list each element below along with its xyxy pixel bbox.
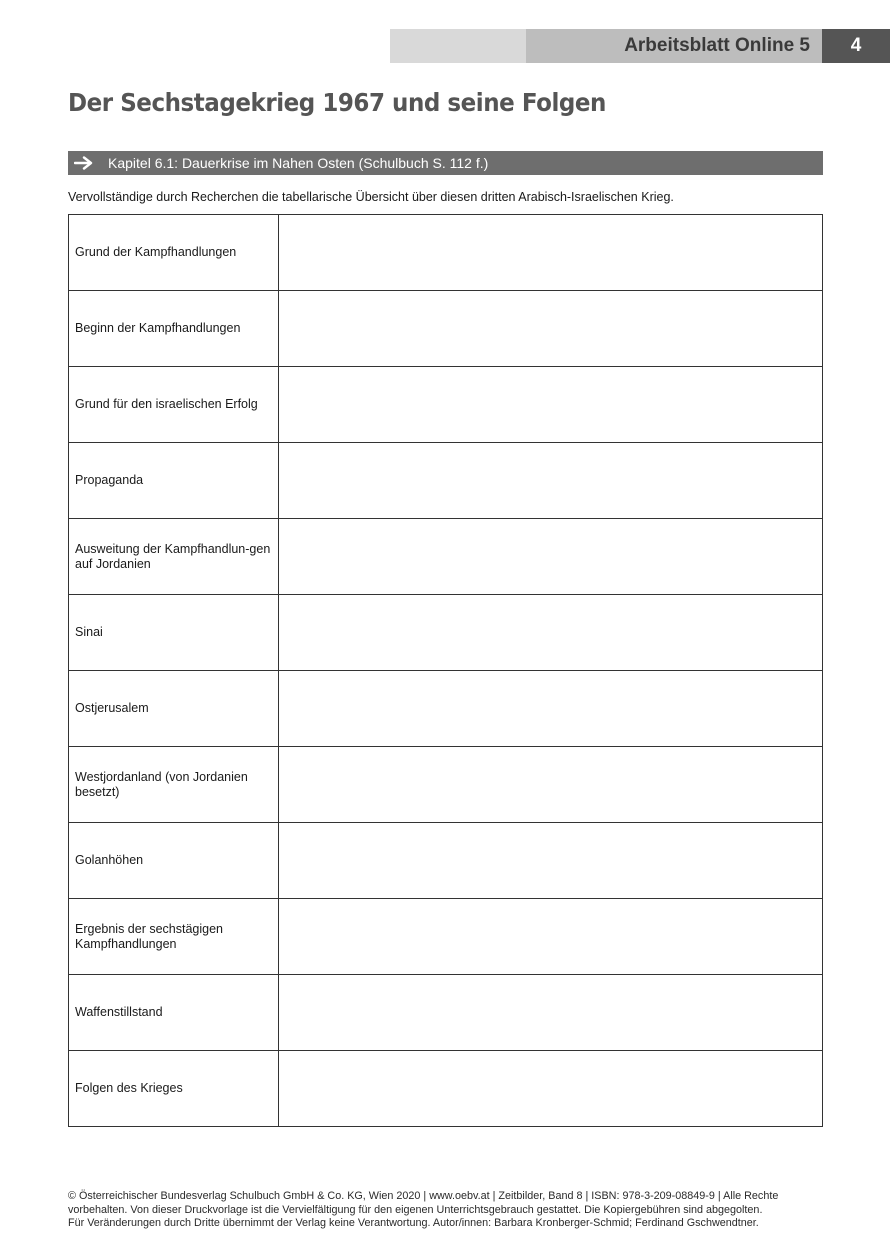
footer-line-1: © Österreichischer Bundesverlag Schulbuch GmbH & Co. KG, Wien 2020 | www.oebv.at | Zeitbilder, Band 8 | ISBN: 978-3-209-08849-9 | Alle Rechte xyxy=(68,1190,779,1202)
row-label: Beginn der Kampfhandlungen xyxy=(69,291,279,367)
table-row xyxy=(69,215,823,291)
copyright-footer xyxy=(68,1190,828,1231)
page-title: Der Sechstagekrieg 1967 und seine Folgen xyxy=(68,88,606,117)
row-label: Grund der Kampfhandlungen xyxy=(69,215,279,291)
answer-cell[interactable] xyxy=(279,747,823,823)
table-row xyxy=(69,291,823,367)
footer-line-2: vorbehalten. Von dieser Druckvorlage ist die Vervielfältigung für den eigenen Unterrichtsgebrauch gestattet. Die Kopiergebühren sind abgegolten. xyxy=(68,1203,763,1216)
answer-cell[interactable] xyxy=(279,823,823,899)
table-row xyxy=(69,899,823,975)
instruction-text: Vervollständige durch Recherchen die tabellarische Übersicht über diesen dritten Arabisch-Israelischen Krieg. xyxy=(68,190,674,204)
answer-cell[interactable] xyxy=(279,215,823,291)
page-number: 4 xyxy=(822,29,890,63)
chapter-reference: Kapitel 6.1: Dauerkrise im Nahen Osten (Schulbuch S. 112 f.) xyxy=(108,155,489,171)
row-label: Ausweitung der Kampfhandlun-gen auf Jordanien xyxy=(69,519,279,595)
table-row xyxy=(69,823,823,899)
table-row xyxy=(69,443,823,519)
answer-cell[interactable] xyxy=(279,291,823,367)
table-row xyxy=(69,367,823,443)
row-label: Grund für den israelischen Erfolg xyxy=(69,367,279,443)
table-row xyxy=(69,519,823,595)
header-bar-light-segment xyxy=(390,29,526,63)
worksheet-table xyxy=(68,214,823,1127)
answer-cell[interactable] xyxy=(279,443,823,519)
table-row xyxy=(69,595,823,671)
answer-cell[interactable] xyxy=(279,899,823,975)
table-row xyxy=(69,1051,823,1127)
answer-cell[interactable] xyxy=(279,1051,823,1127)
header-bar xyxy=(390,29,890,63)
answer-cell[interactable] xyxy=(279,671,823,747)
chapter-bar xyxy=(68,151,823,175)
row-label: Propaganda xyxy=(69,443,279,519)
row-label: Ergebnis der sechstägigen Kampfhandlungen xyxy=(69,899,279,975)
row-label: Sinai xyxy=(69,595,279,671)
sheet-label: Arbeitsblatt Online 5 xyxy=(624,35,810,56)
answer-cell[interactable] xyxy=(279,519,823,595)
table-row xyxy=(69,747,823,823)
row-label: Ostjerusalem xyxy=(69,671,279,747)
row-label: Westjordanland (von Jordanien besetzt) xyxy=(69,747,279,823)
row-label: Waffenstillstand xyxy=(69,975,279,1051)
row-label: Folgen des Krieges xyxy=(69,1051,279,1127)
answer-cell[interactable] xyxy=(279,975,823,1051)
answer-cell[interactable] xyxy=(279,367,823,443)
row-label: Golanhöhen xyxy=(69,823,279,899)
table-row xyxy=(69,975,823,1051)
answer-cell[interactable] xyxy=(279,595,823,671)
arrow-right-icon xyxy=(74,156,96,170)
table-row xyxy=(69,671,823,747)
footer-line-3: Für Veränderungen durch Dritte übernimmt der Verlag keine Verantwortung. Autor/innen: Barbara Kronberger-Schmid; Ferdinand Gschwendtner. xyxy=(68,1217,759,1229)
